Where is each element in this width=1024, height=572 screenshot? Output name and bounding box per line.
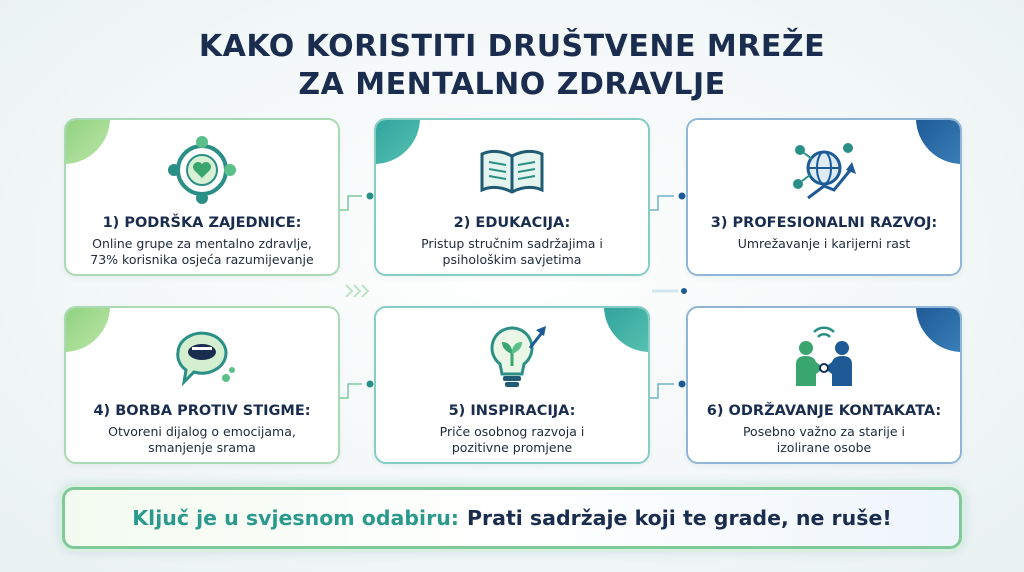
key-message-highlight: Ključ je u svjesnom odabiru: xyxy=(132,506,459,530)
globe-network-growth-icon xyxy=(786,132,862,208)
card-corner-accent xyxy=(64,118,110,164)
card-community-support xyxy=(64,118,340,276)
page-title xyxy=(0,28,1024,104)
card-heading: 3) PROFESIONALNI RAZVOJ: xyxy=(710,215,938,231)
card-line: izolirane osobe xyxy=(776,440,872,455)
card-line: pozitivne promjene xyxy=(451,440,573,455)
speech-bubble-mouth-icon xyxy=(164,320,240,396)
card-description xyxy=(74,424,330,456)
card-heading: 2) EDUKACIJA: xyxy=(453,215,571,231)
people-handshake-icon xyxy=(786,320,862,396)
card-line: smanjenje srama xyxy=(148,440,256,455)
lightbulb-plant-icon xyxy=(474,320,550,396)
card-keeping-contacts xyxy=(686,306,962,464)
card-description xyxy=(74,236,330,268)
card-corner-accent xyxy=(916,118,962,164)
card-heading: 1) PODRŠKA ZAJEDNICE: xyxy=(102,215,302,231)
connector-2-3 xyxy=(650,180,686,216)
connector-1-2 xyxy=(340,180,374,216)
card-inspiration xyxy=(374,306,650,464)
card-education xyxy=(374,118,650,276)
card-description xyxy=(384,424,640,456)
connector-middle xyxy=(650,282,690,300)
card-line: Online grupe za mentalno zdravlje, xyxy=(92,236,312,251)
card-professional-growth xyxy=(686,118,962,276)
card-corner-accent xyxy=(64,306,110,352)
card-line: Otvoreni dijalog o emocijama, xyxy=(108,424,296,439)
card-line: Posebno važno za starije i xyxy=(742,424,906,439)
card-heading: 5) INSPIRACIJA: xyxy=(448,403,576,419)
title-line-1: KAKO KORISTITI DRUŠTVENE MREŽE xyxy=(198,29,826,64)
title-line-2: ZA MENTALNO ZDRAVLJE xyxy=(298,67,726,102)
connector-5-6 xyxy=(650,368,686,404)
card-corner-accent xyxy=(374,118,420,164)
card-heading: 4) BORBA PROTIV STIGME: xyxy=(93,403,311,419)
card-line: Priče osobnog razvoja i xyxy=(439,424,585,439)
card-line: Pristup stručnim sadržajima i xyxy=(421,236,603,251)
card-heading: 6) ODRŽAVANJE KONTAKATA: xyxy=(706,403,942,419)
community-heart-icon xyxy=(164,132,240,208)
card-line: psihološkim savjetima xyxy=(442,252,582,267)
card-fight-stigma xyxy=(64,306,340,464)
card-description xyxy=(696,236,952,252)
card-corner-accent xyxy=(604,306,650,352)
key-message-text: Prati sadržaje koji te grade, ne ruše! xyxy=(467,506,892,530)
card-description xyxy=(696,424,952,456)
card-line: 73% korisnika osjeća razumijevanje xyxy=(90,252,314,267)
open-book-icon xyxy=(474,132,550,208)
key-message-banner xyxy=(62,487,962,549)
card-description xyxy=(384,236,640,268)
card-corner-accent xyxy=(916,306,962,352)
card-line: Umrežavanje i karijerni rast xyxy=(737,236,911,251)
connector-4-5 xyxy=(340,368,374,404)
chevron-arrows-icon xyxy=(340,282,380,300)
